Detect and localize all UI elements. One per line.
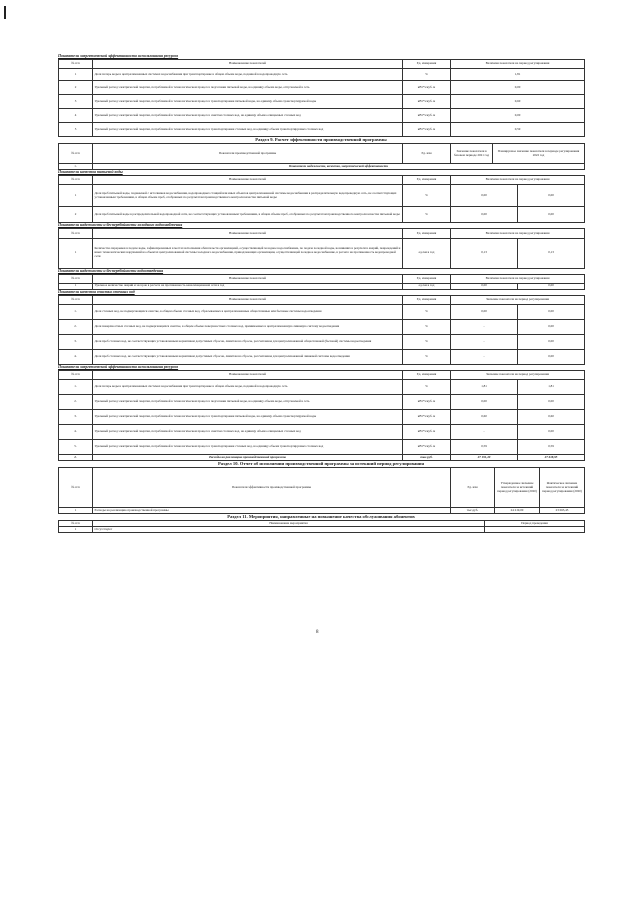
row-period xyxy=(485,527,585,533)
row-name: Отсутствуют xyxy=(93,527,485,533)
header-cell: № п/п xyxy=(59,274,93,283)
header-cell: Показатели эффективности производственной программы xyxy=(93,468,451,508)
header-cell: Наименование показателей xyxy=(93,176,403,185)
row-value: 0,13 xyxy=(518,238,585,268)
row-name: Удельный расход электрической энергии, потребляемой в технологическом процессе подготовки питьевой воды, на единицу объема воды, отпускаемой в сеть xyxy=(93,395,403,410)
section10-table xyxy=(58,467,585,514)
row-value: 0,00 xyxy=(451,185,518,207)
row-value: 0,00 xyxy=(518,185,585,207)
table-row xyxy=(59,69,585,81)
table-row xyxy=(59,283,585,289)
row-number: 1 xyxy=(59,283,93,289)
row-value: - xyxy=(451,349,518,364)
row-name: Удельный расход электрической энергии, потребляемой в технологическом процессе транспортировки сточных вод, на единицу объема транспортируемых сточных вод xyxy=(93,123,403,137)
table-header-row xyxy=(59,370,585,379)
block2-title: Показатели качества питьевой воды xyxy=(58,170,123,175)
block5-table xyxy=(58,295,585,365)
table-header-row xyxy=(59,176,585,185)
row-number: 4 xyxy=(59,109,93,123)
row-unit: ед./км в год xyxy=(403,238,451,268)
table-row xyxy=(59,508,585,514)
row-name: Удельный расход электрической энергии, потребляемой в технологическом процессе очистки сточных вод, на единицу объема очищаемых сточных вод xyxy=(93,109,403,123)
block5-title: Показатели качества очистки сточных вод xyxy=(58,289,135,294)
header-cell: Наименование показателей xyxy=(93,60,403,69)
header-cell: № п/п xyxy=(59,295,93,304)
table-row xyxy=(59,185,585,207)
header-cell: Утвержденное значение показателя за истекший период регулирования (2020) xyxy=(495,468,540,508)
header-cell: Ед. изм xyxy=(403,144,451,164)
row-number: 1. xyxy=(59,304,93,319)
row-number: 3. xyxy=(59,334,93,349)
table-row xyxy=(59,95,585,109)
row-unit: кВт*ч/куб. м xyxy=(403,123,451,137)
row-value: 0,00 xyxy=(451,81,585,95)
row-value: 27 191,20 xyxy=(451,455,518,461)
header-cell: Показатели производственной программы xyxy=(93,144,403,164)
row-number: 1. xyxy=(59,164,93,170)
row-name: Удельный расход электрической энергии, потребляемой в технологическом процессе очистки сточных вод, на единицу объема очищаемых сточных вод xyxy=(93,425,403,440)
row-value: 0,00 xyxy=(518,395,585,410)
document-page xyxy=(58,54,584,533)
row-value: 0,60 xyxy=(518,410,585,425)
table-header-row xyxy=(59,295,585,304)
row-name: Доля проб сточных вод, не соответствующих установленным нормативам допустимых сбросов, лимитам на сбросы, рассчитанная для централизованной ливневой системы водоотведения xyxy=(93,349,403,364)
row-value: 0,59 xyxy=(518,440,585,455)
table-header-row xyxy=(59,229,585,238)
block6-table xyxy=(58,370,585,461)
table-header-row xyxy=(59,274,585,283)
row-name: Удельный расход электрической энергии, потребляемой в технологическом процессе подготовки питьевой воды, на единицу объема воды, отпускаемой в сеть xyxy=(93,81,403,95)
header-cell: Наименование показателей xyxy=(93,274,403,283)
block6-title: Показатели энергетической эффективности использования ресурсов xyxy=(58,364,179,369)
table-row xyxy=(59,81,585,95)
row-number: 3. xyxy=(59,410,93,425)
row-name: Удельное количество аварий и засоров в расчете на протяженность канализационной сети в год xyxy=(93,283,403,289)
row-value: 0,00 xyxy=(518,304,585,319)
table-row xyxy=(59,380,585,395)
table-row xyxy=(59,349,585,364)
row-name: Доля потерь воды в централизованных системах водоснабжения при транспортировке в общем объеме воды, поданной в водопроводную сеть xyxy=(93,380,403,395)
row-value: 1,81 xyxy=(518,380,585,395)
row-value: 27 618,95 xyxy=(518,455,585,461)
table-row xyxy=(59,123,585,137)
table-row xyxy=(59,395,585,410)
table-row xyxy=(59,425,585,440)
row-value: 0,00 xyxy=(518,334,585,349)
section10-title: Раздел 10. Отчет об исполнении производственной программы за истекший период регулирования xyxy=(217,461,425,467)
header-cell: Значение показателя на период регулирования xyxy=(451,370,585,379)
row-value: 0,60 xyxy=(451,95,585,109)
header-cell: Фактическое значение показателя за истекший период регулирования (2020) xyxy=(540,468,585,508)
table-row xyxy=(59,164,585,170)
row-value: 1,81 xyxy=(451,69,585,81)
table-row xyxy=(59,334,585,349)
row-value: 0,13 xyxy=(451,238,518,268)
row-number: 2 xyxy=(59,207,93,223)
row-value: 0,59 xyxy=(451,440,518,455)
row-unit: % xyxy=(403,207,451,223)
table-row xyxy=(59,207,585,223)
header-cell: № п/п xyxy=(59,144,93,164)
table-row xyxy=(59,109,585,123)
header-cell: № п/п xyxy=(59,370,93,379)
table-row xyxy=(59,319,585,334)
header-cell: Значение показателя в базовом периоде 2021 год xyxy=(451,144,493,164)
table-row xyxy=(59,304,585,319)
row-value: - xyxy=(451,334,518,349)
row-value: 0,00 xyxy=(451,207,518,223)
row-name: Доля сточных вод, не подвергающихся очистке, в общем объеме сточных вод, сбрасываемых в централизованные общесплавные или бытовые системы водоотведения xyxy=(93,304,403,319)
row-number: 2 xyxy=(59,81,93,95)
table-header-row xyxy=(59,60,585,69)
row-unit: тыс.руб. xyxy=(451,508,495,514)
section9-table xyxy=(58,143,585,170)
header-cell: Значение показателя на период регулирования xyxy=(451,295,585,304)
header-cell: Ед. измерения xyxy=(403,60,451,69)
row-unit: % xyxy=(403,69,451,81)
row-name: Удельный расход электрической энергии, потребляемой в технологическом процессе транспортировки питьевой воды, на единицу объема транспортируемой воды xyxy=(93,410,403,425)
row-unit: кВт*ч/куб. м xyxy=(403,425,451,440)
page-number: 8 xyxy=(316,630,319,635)
row-number: 1 xyxy=(59,69,93,81)
block1-title: Показатели энергетической эффективности использования ресурсов xyxy=(58,54,179,58)
row-name: Доля проб сточных вод, не соответствующих установленным нормативам допустимых сбросов, лимитам на сбросы, рассчитанная для централизованной общесплавной (бытовой) системы водоотведения xyxy=(93,334,403,349)
row-unit: % xyxy=(403,349,451,364)
row-unit: кВт*ч/куб. м xyxy=(403,395,451,410)
row-number: 3 xyxy=(59,95,93,109)
header-cell: Наименование показателей xyxy=(93,295,403,304)
row-name: Удельный расход электрической энергии, потребляемой в технологическом процессе транспортировки сточных вод, на единицу объема транспортируемых сточных вод xyxy=(93,440,403,455)
row-number: 1 xyxy=(59,185,93,207)
row-name: Доля проб питьевой воды в распределительной водопроводной сети, не соответствующих установленным требованиям, в общем объеме проб, отобранных по результатам производственного контроля качества питьевой воды xyxy=(93,207,403,223)
block1-table xyxy=(58,59,585,137)
row-value: 23 063,45 xyxy=(540,508,585,514)
header-cell: Величина показателя на период регулирования xyxy=(451,274,585,283)
row-value: 24 219,00 xyxy=(495,508,540,514)
row-name: Расходы на реализацию производственной программы xyxy=(93,455,403,461)
row-name: Количество перерывов в подаче воды, зафиксированных в местах исполнения обязательств организацией, осуществляющей холодное водоснабжение, по подаче холодной воды, возникших в результате аварий, повреждений и иных технологических нарушений на объектах централизованной системы холодного водоснабжения, принадлежащих организации, осуществляющей холодное водоснабжение, в расчете на протяженность водопроводной сети xyxy=(93,238,403,268)
row-number: 2. xyxy=(59,319,93,334)
section11-title: Раздел 11. Мероприятия, направленные на повышение качества обслуживания абонентов xyxy=(227,514,415,520)
row-unit: кВт*ч/куб. м xyxy=(403,109,451,123)
table-header-row xyxy=(59,468,585,508)
row-value: 1,81 xyxy=(451,380,518,395)
header-cell: Ед. измерения xyxy=(403,229,451,238)
scan-edge-mark xyxy=(4,6,6,19)
row-unit: кВт*ч/куб. м xyxy=(403,95,451,109)
row-value: 0,00 xyxy=(451,283,518,289)
row-unit: тыс.руб. xyxy=(403,455,451,461)
row-value: 0,60 xyxy=(451,410,518,425)
row-value: 0,00 xyxy=(518,349,585,364)
row-name: Доля потерь воды в централизованных системах водоснабжения при транспортировке в общем объеме воды, поданной в водопроводную сеть xyxy=(93,69,403,81)
header-cell: Планируемое значение показателя в периоде регулирования 2022 год xyxy=(493,144,585,164)
row-value: 0,00 xyxy=(451,395,518,410)
header-cell: № п/п xyxy=(59,60,93,69)
block4-title: Показатели надежности и бесперебойности водоотведения xyxy=(58,268,164,273)
row-value: 0,00 xyxy=(518,207,585,223)
row-name: Удельный расход электрической энергии, потребляемой в технологическом процессе транспортировки питьевой воды, на единицу объема транспортируемой воды xyxy=(93,95,403,109)
row-number: 4. xyxy=(59,349,93,364)
header-cell: Наименование показателей xyxy=(93,229,403,238)
row-number: 1 xyxy=(59,238,93,268)
row-unit: ед./км в год xyxy=(403,283,451,289)
header-cell: Величина показателя на период регулирования xyxy=(451,60,585,69)
section9-title: Раздел 9. Расчет эффективности производственной программы xyxy=(255,137,387,143)
row-value: 0,00 xyxy=(518,319,585,334)
header-cell: № п/п xyxy=(59,176,93,185)
row-number: 4. xyxy=(59,425,93,440)
header-cell: Ед. измерения xyxy=(403,370,451,379)
row-number: 1. xyxy=(59,380,93,395)
row-unit: % xyxy=(403,304,451,319)
table-row xyxy=(59,238,585,268)
header-cell: Наименование показателей xyxy=(93,370,403,379)
header-cell: Период проведения xyxy=(485,521,585,527)
block3-title: Показатели надежности и бесперебойности холодного водоснабжения xyxy=(58,223,183,228)
row-name: Доля поверхностных сточных вод, не подвергающихся очистке, в общем объеме поверхностных сточных вод, принимаемых в централизованную ливневую систему водоотведения xyxy=(93,319,403,334)
header-cell: № п/п xyxy=(59,468,93,508)
row-value: - xyxy=(451,425,518,440)
header-cell: № п/п xyxy=(59,521,93,527)
row-unit: % xyxy=(403,185,451,207)
header-cell: Ед. измерения xyxy=(403,176,451,185)
row-number: 1 xyxy=(59,527,93,533)
row-value: - xyxy=(451,319,518,334)
row-number: 2. xyxy=(59,395,93,410)
row-value: 0,00 xyxy=(451,304,518,319)
section11-table xyxy=(58,520,585,533)
block2-table xyxy=(58,175,585,223)
row-value: 0,00 xyxy=(451,109,585,123)
total-row xyxy=(59,455,585,461)
header-cell: Ед. изм xyxy=(451,468,495,508)
row-number: 2. xyxy=(59,455,93,461)
table-row xyxy=(59,410,585,425)
row-unit: % xyxy=(403,380,451,395)
row-unit: кВт*ч/куб. м xyxy=(403,440,451,455)
row-value: 0,59 xyxy=(451,123,585,137)
row-unit: % xyxy=(403,319,451,334)
subsection-heading: Показатели надежности, качества, энергетической эффективности xyxy=(93,164,585,170)
header-cell: Величина показателя на период регулирования xyxy=(451,176,585,185)
block4-table xyxy=(58,274,585,290)
row-number: 5 xyxy=(59,123,93,137)
header-cell: Наименование мероприятия xyxy=(93,521,485,527)
row-unit: кВт*ч/куб. м xyxy=(403,410,451,425)
row-unit: кВт*ч/куб. м xyxy=(403,81,451,95)
header-cell: Ед. измерения xyxy=(403,274,451,283)
row-name: Расходы на реализацию производственной программы xyxy=(93,508,451,514)
row-number: 1 xyxy=(59,508,93,514)
row-value: 0,00 xyxy=(518,425,585,440)
row-value: 0,00 xyxy=(518,283,585,289)
block3-table xyxy=(58,228,585,268)
table-row xyxy=(59,527,585,533)
table-row xyxy=(59,440,585,455)
table-header-row xyxy=(59,144,585,164)
header-cell: Величина показателя на период регулирования xyxy=(451,229,585,238)
row-name: Доля проб питьевой воды, подаваемой с источников водоснабжения, водопроводных станций или иных объектов централизованной системы водоснабжения в распределительную водопроводную сеть, не соответствующих установленным требованиям, в общем объеме проб, отобранных по результатам производственного контроля качества питьевой воды xyxy=(93,185,403,207)
header-cell: Ед. измерения xyxy=(403,295,451,304)
row-unit: % xyxy=(403,334,451,349)
row-number: 5. xyxy=(59,440,93,455)
header-cell: № п/п xyxy=(59,229,93,238)
